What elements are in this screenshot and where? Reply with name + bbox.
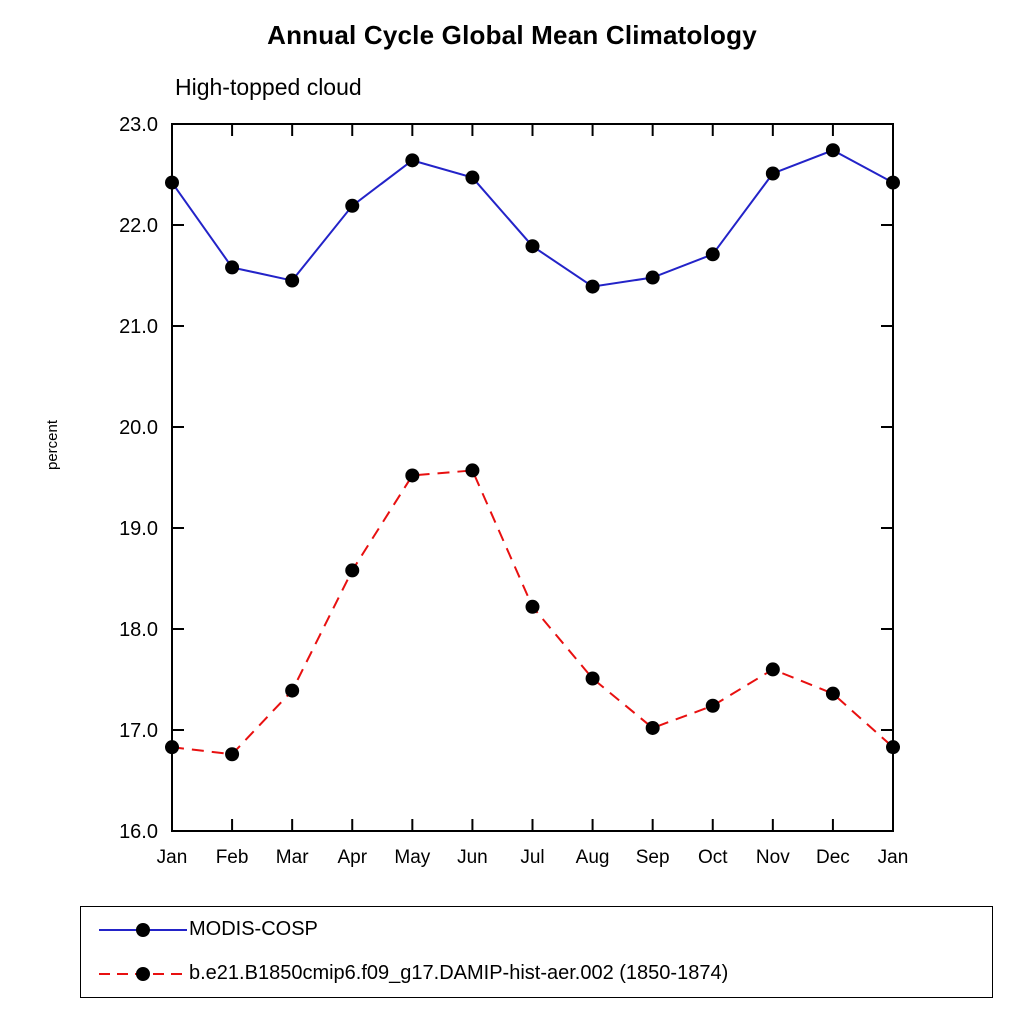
legend-line-sample-1 xyxy=(97,951,189,997)
data-point xyxy=(586,671,600,685)
data-point xyxy=(285,684,299,698)
data-point xyxy=(886,176,900,190)
y-tick-label: 19.0 xyxy=(119,518,158,540)
y-tick-label: 18.0 xyxy=(119,619,158,641)
data-point xyxy=(766,662,780,676)
data-point xyxy=(826,687,840,701)
data-point xyxy=(886,740,900,754)
y-tick-label: 23.0 xyxy=(119,114,158,136)
data-point xyxy=(826,143,840,157)
y-tick-label: 22.0 xyxy=(119,215,158,237)
x-tick-label: Aug xyxy=(575,847,610,868)
data-point xyxy=(405,153,419,167)
data-point xyxy=(225,260,239,274)
x-tick-label: Jan xyxy=(156,847,188,868)
page-title: Annual Cycle Global Mean Climatology xyxy=(267,20,757,50)
data-point xyxy=(646,271,660,285)
x-tick-label: May xyxy=(394,847,431,868)
data-point xyxy=(285,274,299,288)
legend-label-0: MODIS-COSP xyxy=(189,918,318,940)
legend-label-1: b.e21.B1850cmip6.f09_g17.DAMIP-hist-aer.002 (1850-1874) xyxy=(189,962,729,984)
data-point xyxy=(526,600,540,614)
x-tick-label: Jun xyxy=(457,847,488,868)
data-point xyxy=(766,166,780,180)
x-tick-label: Oct xyxy=(697,847,728,868)
plot-frame xyxy=(172,124,893,831)
x-tick-label: Dec xyxy=(816,847,850,868)
x-tick-label: Nov xyxy=(755,847,790,868)
legend-item xyxy=(81,907,992,953)
y-tick-label: 16.0 xyxy=(119,821,158,843)
x-tick-label: Apr xyxy=(337,847,368,868)
legend-line-sample-0 xyxy=(97,907,189,953)
data-point xyxy=(165,176,179,190)
y-tick-label: 17.0 xyxy=(119,720,158,742)
legend-item xyxy=(81,951,992,997)
chart-legend xyxy=(80,906,993,998)
x-tick-label: Mar xyxy=(275,847,309,868)
data-point xyxy=(165,740,179,754)
y-tick-label: 21.0 xyxy=(119,316,158,338)
data-point xyxy=(646,721,660,735)
x-tick-label: Sep xyxy=(635,847,670,868)
data-point xyxy=(345,199,359,213)
data-point xyxy=(405,468,419,482)
data-point xyxy=(706,247,720,261)
data-point xyxy=(225,747,239,761)
y-tick-label: 20.0 xyxy=(119,417,158,439)
data-point xyxy=(706,699,720,713)
data-point xyxy=(345,563,359,577)
data-point xyxy=(465,463,479,477)
x-tick-label: Feb xyxy=(215,847,249,868)
x-tick-label: Jul xyxy=(520,847,545,868)
chart-subtitle: High-topped cloud xyxy=(175,74,362,100)
series-line-0 xyxy=(172,150,893,286)
x-tick-label: Jan xyxy=(877,847,909,868)
data-point xyxy=(586,280,600,294)
y-axis-label: percent xyxy=(44,419,61,470)
data-point xyxy=(526,239,540,253)
data-point xyxy=(465,171,479,185)
